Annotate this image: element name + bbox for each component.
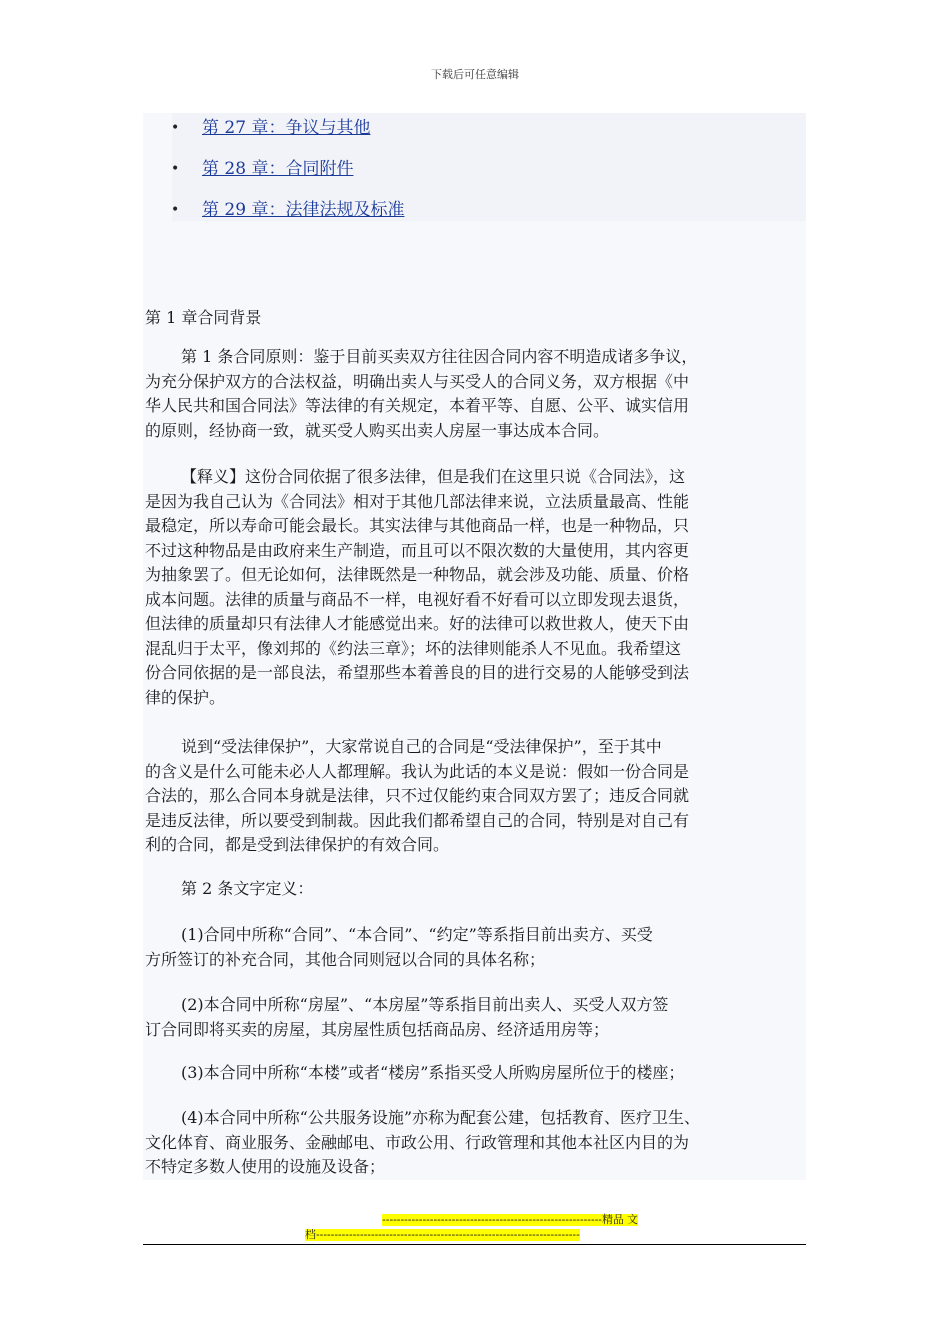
chapter-29-link[interactable]: 第 29 章：法律法规及标准 (202, 200, 405, 220)
text-line: (2)本合同中所称“房屋”、“本房屋”等系指目前出卖人、买受人双方签 (181, 995, 669, 1014)
text-line: 为抽象罢了。但无论如何，法律既然是一种物品，就会涉及功能、质量、价格 (145, 565, 690, 584)
text-line: (4)本合同中所称“公共服务设施”亦称为配套公建，包括教育、医疗卫生、 (181, 1108, 701, 1127)
text-line: 是违反法律，所以要受到制裁。因此我们都希望自己的合同，特别是对自己有 (145, 810, 690, 830)
download-note: 下载后可任意编辑 (431, 68, 519, 81)
bullet-icon: • (171, 202, 180, 218)
text-line: 第 2 条文字定义： (181, 879, 314, 898)
definition-3-paragraph (145, 1061, 807, 1086)
text-line: 成本问题。法律的质量与商品不一样，电视好看不好看可以立即发现去退货， (145, 589, 690, 609)
definition-2-paragraph (145, 993, 807, 1042)
text-line: 份合同依据的是一部良法，希望那些本着善良的目的进行交易的人能够受到法 (145, 663, 690, 682)
text-line: 利的合同，都是受到法律保护的有效合同。 (145, 835, 450, 854)
text-line: 合法的，那么合同本身就是法律，只不过仅能约束合同双方罢了；违反合同就 (145, 786, 690, 805)
text-line: 华人民共和国合同法》等法律的有关规定，本着平等、自愿、公平、诚实信用 (145, 396, 690, 415)
definition-1-paragraph (145, 923, 807, 972)
text-line: 文化体育、商业服务、金融邮电、市政公用、行政管理和其他本社区内目的为 (145, 1132, 690, 1152)
text-line: 律的保护。 (145, 687, 226, 707)
text-line: 方所签订的补充合同，其他合同则冠以合同的具体名称； (145, 949, 546, 969)
text-line: 为充分保护双方的合法权益，明确出卖人与买受人的合同义务，双方根据《中 (145, 371, 690, 391)
footer-text: 档------------------------------------------------------------------------ (305, 1229, 580, 1241)
text-line: 是因为我自己认为《合同法》相对于其他几部法律来说，立法质量最高、性能 (145, 491, 690, 511)
chapter-28-link[interactable]: 第 28 章：合同附件 (202, 159, 354, 179)
text-line: 不特定多数人使用的设施及设备； (145, 1157, 386, 1176)
footer-watermark-line-1 (305, 1213, 638, 1227)
footer-text: ------------------------------------------------------------精品 文 (382, 1214, 638, 1226)
bullet-icon: • (171, 120, 180, 136)
chapter-title: 第 1 章合同背景 (145, 308, 262, 327)
text-line: 但法律的质量却只有法律人才能感觉出来。好的法律可以救世救人，使天下由 (145, 614, 690, 633)
definition-4-paragraph (145, 1106, 807, 1180)
text-line: 的原则，经协商一致，就买受人购买出卖人房屋一事达成本合同。 (145, 420, 610, 440)
interpretation-paragraph (145, 465, 807, 710)
text-line: (3)本合同中所称“本楼”或者“楼房”系指买受人所购房屋所位于的楼座； (181, 1063, 685, 1082)
chapter-27-link[interactable]: 第 27 章：争议与其他 (202, 118, 371, 138)
text-line: 说到“受法律保护”，大家常说自己的合同是“受法律保护”，至于其中 (181, 737, 662, 756)
text-line: 不过这种物品是由政府来生产制造，而且可以不限次数的大量使用，其内容更 (145, 540, 690, 560)
article-1-paragraph (145, 345, 807, 443)
text-line: 最稳定，所以寿命可能会最长。其实法律与其他商品一样，也是一种物品，只 (145, 516, 690, 535)
text-line: 订合同即将买卖的房屋，其房屋性质包括商品房、经济适用房等； (145, 1019, 610, 1039)
footer-watermark-line-2 (305, 1228, 650, 1242)
text-line: 【释义】这份合同依据了很多法律，但是我们在这里只说《合同法》，这 (181, 467, 686, 486)
legal-protection-paragraph (145, 735, 807, 858)
text-line: 混乱归于太平，像刘邦的《约法三章》；坏的法律则能杀人不见血。我希望这 (145, 638, 682, 658)
text-line: 第 1 条合同原则：鉴于目前买卖双方往往因合同内容不明造成诸多争议， (181, 347, 698, 366)
text-line: (1)合同中所称“合同”、“本合同”、“约定”等系指目前出卖方、买受 (181, 925, 653, 944)
bullet-icon: • (171, 161, 180, 177)
article-2-heading (145, 877, 807, 902)
text-line: 的含义是什么可能未必人人都理解。我认为此话的本义是说：假如一份合同是 (145, 761, 690, 781)
footer-divider (143, 1244, 806, 1245)
